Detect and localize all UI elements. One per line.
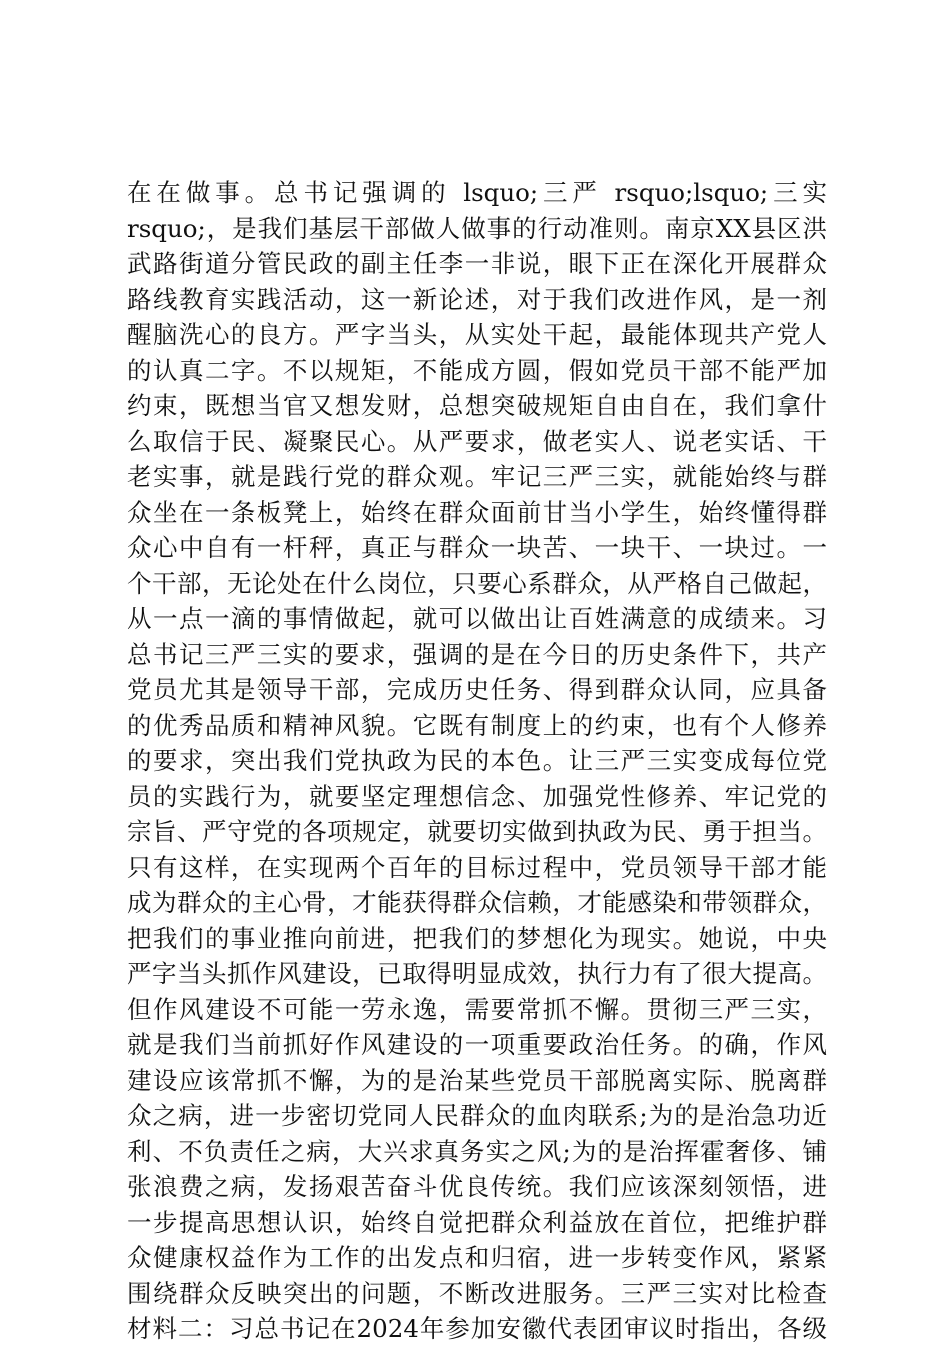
text-line: 在在做事。总书记强调的 lsquo;三严 rsquo;lsquo;三实 bbox=[127, 178, 827, 207]
text-line: 党员尤其是领导干部，完成历史任务、得到群众认同，应具备 bbox=[127, 675, 827, 704]
text-line: 建设应该常抓不懈，为的是治某些党员干部脱离实际、脱离群 bbox=[127, 1065, 827, 1095]
text-line: 醒脑洗心的良方。严字当头，从实处干起，最能体现共产党人 bbox=[127, 320, 827, 349]
text-line: 把我们的事业推向前进，把我们的梦想化为现实。她说，中央 bbox=[127, 923, 827, 953]
body-text bbox=[127, 175, 827, 1347]
text-line: 众心中自有一杆秤，真正与群众一块苦、一块干、一块过。一 bbox=[127, 533, 827, 562]
text-line: 武路街道分管民政的副主任李一非说，眼下正在深化开展群众 bbox=[127, 249, 827, 278]
text-line: 约束，既想当官又想发财，总想突破规矩自由自在，我们拿什 bbox=[127, 391, 827, 420]
text-line: 一步提高思想认识，始终自觉把群众利益放在首位，把维护群 bbox=[127, 1207, 827, 1237]
text-line: 利、不负责任之病，大兴求真务实之风;为的是治挥霍奢侈、铺 bbox=[127, 1136, 827, 1166]
text-line: 宗旨、严守党的各项规定，就要切实做到执政为民、勇于担当。 bbox=[127, 817, 827, 846]
text-line: 众之病，进一步密切党同人民群众的血肉联系;为的是治急功近 bbox=[127, 1101, 827, 1130]
text-line: 就是我们当前抓好作风建设的一项重要政治任务。的确，作风 bbox=[127, 1030, 827, 1059]
text-line: 但作风建设不可能一劳永逸，需要常抓不懈。贯彻三严三实， bbox=[127, 994, 827, 1024]
text-line: 总书记三严三实的要求，强调的是在今日的历史条件下，共产 bbox=[127, 639, 827, 669]
text-line: 的要求，突出我们党执政为民的本色。让三严三实变成每位党 bbox=[127, 746, 827, 775]
text-line: 只有这样，在实现两个百年的目标过程中，党员领导干部才能 bbox=[127, 852, 827, 882]
text-line: 众坐在一条板凳上，始终在群众面前甘当小学生，始终懂得群 bbox=[127, 497, 827, 527]
text-line: 张浪费之病，发扬艰苦奋斗优良传统。我们应该深刻领悟，进 bbox=[127, 1172, 827, 1201]
text-line: 众健康权益作为工作的出发点和归宿，进一步转变作风，紧紧 bbox=[127, 1243, 827, 1272]
text-line: 老实事，就是践行党的群众观。牢记三严三实，就能始终与群 bbox=[127, 462, 827, 491]
text-line: 路线教育实践活动，这一新论述，对于我们改进作风，是一剂 bbox=[127, 284, 827, 314]
text-line: rsquo;，是我们基层干部做人做事的行动准则。南京XX县区洪 bbox=[127, 213, 827, 243]
text-line: 从一点一滴的事情做起，就可以做出让百姓满意的成绩来。习 bbox=[127, 604, 827, 633]
text-line: 的认真二字。不以规矩，不能成方圆，假如党员干部不能严加 bbox=[127, 355, 827, 385]
text-line: 么取信于民、凝聚民心。从严要求，做老实人、说老实话、干 bbox=[127, 426, 827, 456]
text-line: 个干部，无论处在什么岗位，只要心系群众，从严格自己做起， bbox=[127, 568, 827, 598]
text-line: 严字当头抓作风建设，已取得明显成效，执行力有了很大提高。 bbox=[127, 959, 827, 988]
text-line: 材料二：习总书记在2024年参加安徽代表团审议时指出，各级 bbox=[127, 1314, 827, 1343]
text-line: 员的实践行为，就要坚定理想信念、加强党性修养、牢记党的 bbox=[127, 781, 827, 811]
text-line: 的优秀品质和精神风貌。它既有制度上的约束，也有个人修养 bbox=[127, 710, 827, 740]
text-line: 围绕群众反映突出的问题，不断改进服务。三严三实对比检查 bbox=[127, 1278, 827, 1308]
text-line: 成为群众的主心骨，才能获得群众信赖，才能感染和带领群众， bbox=[127, 888, 827, 917]
